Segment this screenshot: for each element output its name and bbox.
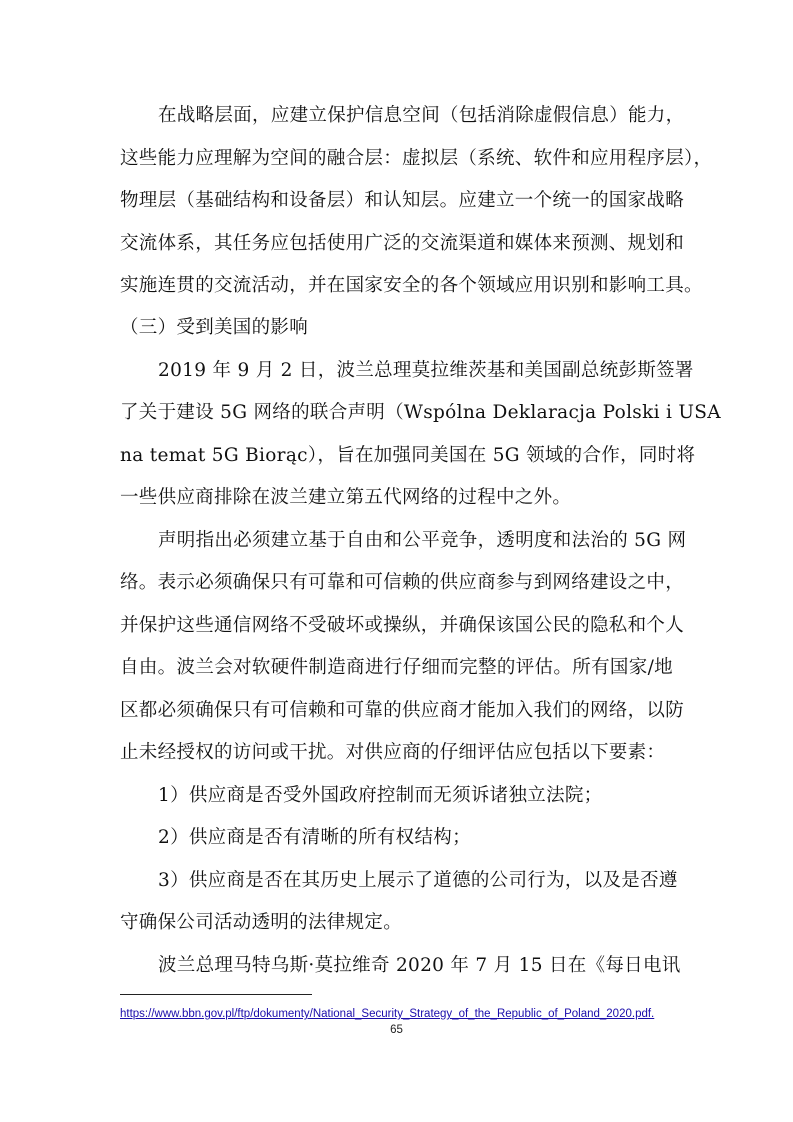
body-line: 自由。波兰会对软硬件制造商进行仔细而完整的评估。所有国家/地: [120, 657, 673, 678]
body-line: 一些供应商排除在波兰建立第五代网络的过程中之外。: [120, 487, 572, 508]
body-line: 波兰总理马特乌斯·莫拉维奇 2020 年 7 月 15 日在《每日电讯: [158, 955, 681, 976]
body-line: 络。表示必须确保只有可靠和可信赖的供应商参与到网络建设之中，: [120, 572, 685, 593]
body-line: na temat 5G Biorąc），旨在加强同美国在 5G 领域的合作，同时将: [120, 445, 696, 466]
list-item: 1）供应商是否受外国政府控制而无须诉诸独立法院；: [158, 785, 603, 806]
body-line: 止未经授权的访问或干扰。对供应商的仔细评估应包括以下要素：: [120, 742, 666, 763]
body-line: 2019 年 9 月 2 日，波兰总理莫拉维茨基和美国副总统彭斯签署: [158, 360, 694, 381]
body-line: 区都必须确保只有可信赖和可靠的供应商才能加入我们的网络，以防: [120, 700, 685, 721]
body-line: 这些能力应理解为空间的融合层：虚拟层（系统、软件和应用程序层），: [120, 148, 713, 169]
list-item-continuation: 守确保公司活动透明的法律规定。: [120, 912, 403, 933]
body-line: 交流体系，其任务应包括使用广泛的交流渠道和媒体来预测、规划和: [120, 233, 685, 254]
page-number: 65: [390, 1024, 403, 1036]
body-line: 了关于建设 5G 网络的联合声明（Wspólna Deklaracja Polski i USA: [120, 402, 721, 423]
body-line: 物理层（基础结构和设备层）和认知层。应建立一个统一的国家战略: [120, 190, 685, 211]
body-line: 并保护这些通信网络不受破坏或操纵，并确保该国公民的隐私和个人: [120, 615, 685, 636]
body-line: 声明指出必须建立基于自由和公平竞争，透明度和法治的 5G 网: [158, 530, 687, 551]
body-line: 在战略层面，应建立保护信息空间（包括消除虚假信息）能力，: [158, 105, 685, 126]
list-item: 2）供应商是否有清晰的所有权结构；: [158, 827, 471, 848]
footnote-divider: [120, 994, 312, 995]
body-line: 实施连贯的交流活动，并在国家安全的各个领域应用识别和影响工具。: [120, 275, 703, 296]
section-heading: （三）受到美国的影响: [120, 317, 309, 338]
footnote-link[interactable]: https://www.bbn.gov.pl/ftp/dokumenty/National_Security_Strategy_of_the_Republic_of_Poland_2020.pdf.: [120, 1008, 655, 1020]
list-item: 3）供应商是否在其历史上展示了道德的公司行为，以及是否遵: [158, 870, 678, 891]
